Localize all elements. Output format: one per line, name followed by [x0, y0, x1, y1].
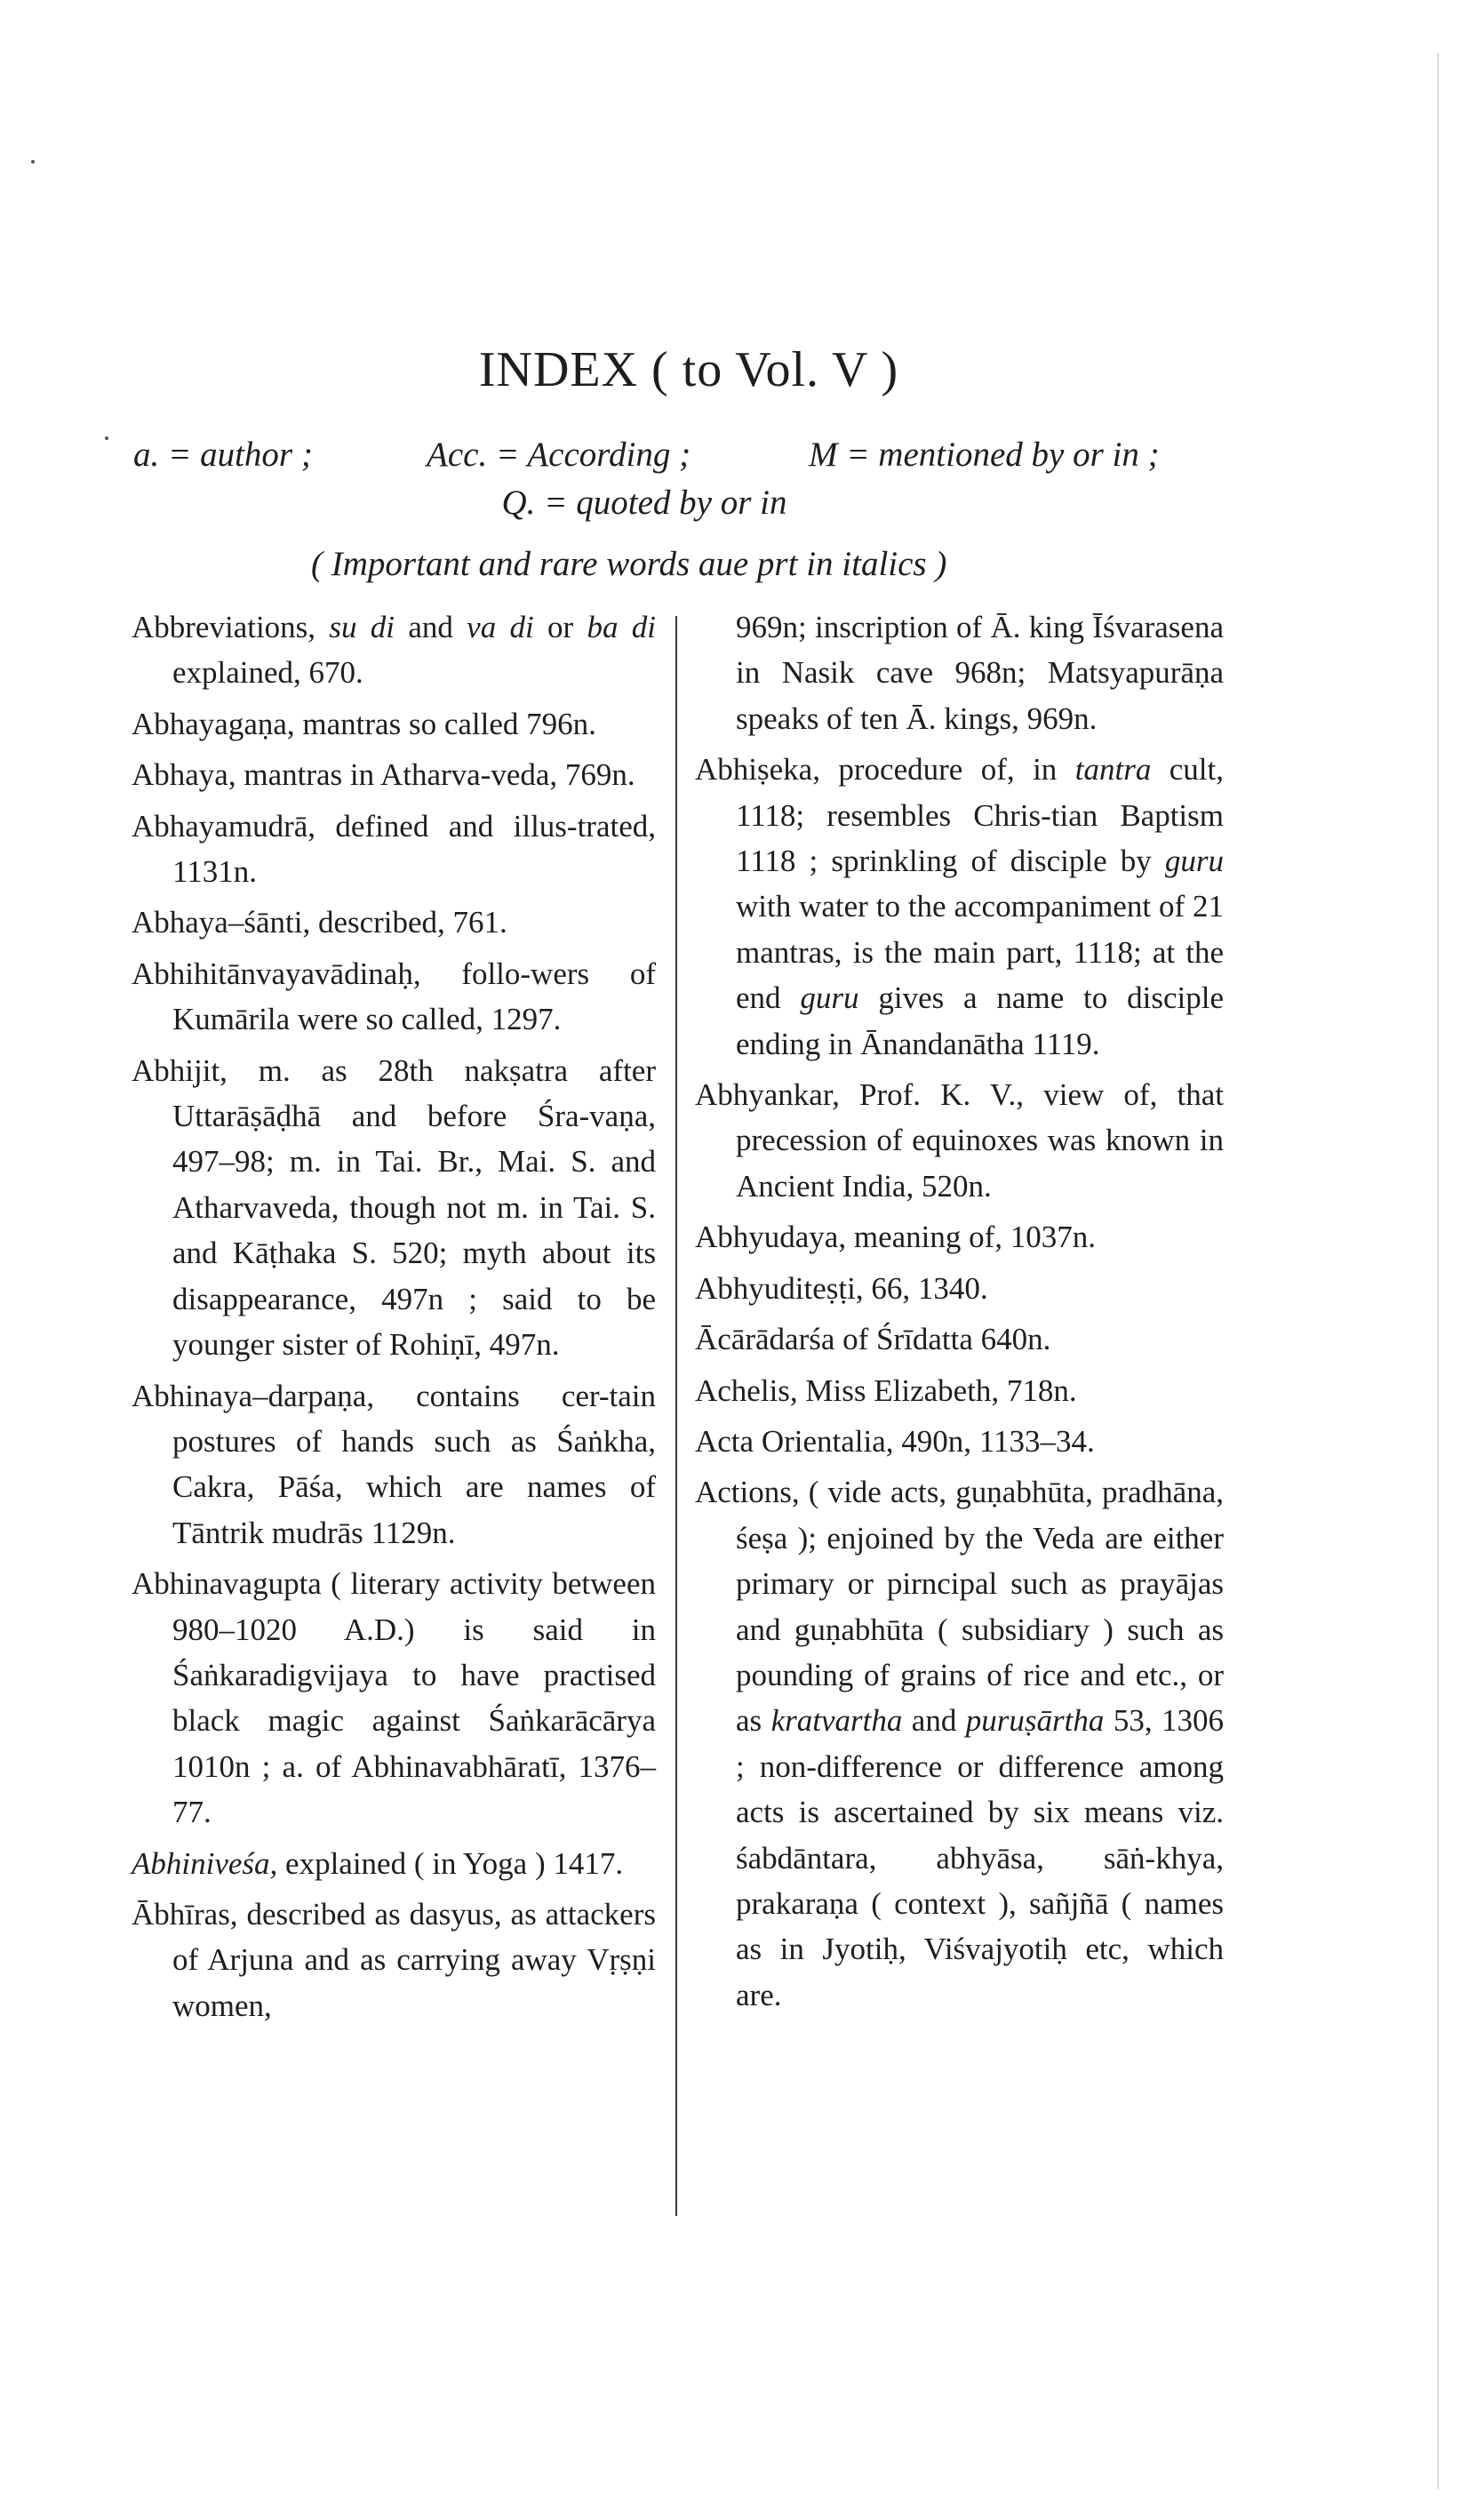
index-entry	[695, 1419, 1224, 1464]
index-entry-body: Miss Elizabeth, 718n.	[797, 1372, 1077, 1408]
page-title: INDEX ( to Vol. V )	[478, 342, 899, 397]
index-entry-body: follo-wers of Kumārila were so called, 1297.	[172, 956, 656, 1037]
index-entry-term: Abhiṣeka,	[695, 752, 820, 788]
index-entry-term: Achelis,	[695, 1372, 798, 1408]
legend-according: Acc. = According ;	[427, 436, 691, 474]
index-entry-body: m. as 28th nakṣatra after Uttarāṣāḍhā and before Śra-vaṇa, 497–98; m. in Tai. Br., Mai. S. and Atharvaveda, though not m. in Tai. S. and Kāṭhaka S. 520; myth about its disappearance, 497n ; said to be younger sister of Rohiṇī, 497n.	[172, 1052, 656, 1363]
index-entry-term: Abhyankar,	[695, 1077, 840, 1113]
index-column-right	[695, 604, 1224, 2023]
index-entry-body: contains cer-tain postures of hands such as Śaṅkha, Cakra, Pāśa, which are names of Tāntrik mudrās 1129n.	[172, 1378, 656, 1550]
legend-mentioned: M = mentioned by or in ;	[809, 436, 1160, 474]
index-entry-body: mantras so called 796n.	[294, 706, 596, 741]
index-entry-term: Abhihitānvayavādinaḥ,	[132, 956, 421, 991]
index-entry-body: procedure of, in tantra cult, 1118; resembles Chris-tian Baptism 1118 ; sprinkling of disciple by guru with water to the accompaniment of 21 mantras, is the main part, 1118; at the end guru gives a name to disciple ending in Ānandanātha 1119.	[736, 752, 1224, 1061]
index-entry	[132, 1561, 656, 1835]
index-entry-term: Abhaya–śānti,	[132, 905, 311, 940]
index-entry-body: su di and va di or ba di explained, 670.	[172, 610, 657, 691]
index-entry-body: defined and illus-trated, 1131n.	[172, 808, 656, 890]
column-divider	[675, 616, 677, 2216]
index-entry-body: 66, 1340.	[863, 1270, 988, 1306]
legend-author: a. = author ;	[133, 436, 313, 474]
index-entry	[132, 604, 656, 696]
index-entry-body: 969n; inscription of Ā. king Īśvarasena in Nasik cave 968n; Matsyapurāṇa speaks of ten Ā. kings, 969n.	[736, 610, 1224, 736]
index-entry-term: Abbreviations,	[132, 610, 316, 644]
index-entry	[695, 1368, 1224, 1413]
index-entry	[695, 1469, 1224, 2018]
index-entry	[695, 1214, 1224, 1260]
index-entry-body: of Śrīdatta 640n.	[834, 1322, 1051, 1357]
index-entry	[132, 804, 656, 895]
scan-speck	[31, 160, 35, 164]
index-entry	[132, 1841, 656, 1886]
index-entry-term: Abhijit,	[132, 1052, 228, 1088]
legend-italics-note: ( Important and rare words aue prt in italics )	[311, 545, 947, 583]
index-entry-body: Prof. K. V., view of, that precession of equinoxes was known in Ancient India, 520n.	[736, 1077, 1224, 1204]
index-entry-body: meaning of, 1037n.	[846, 1220, 1097, 1255]
index-entry-term: Ācārādarśa	[695, 1322, 835, 1357]
index-entry-term: Abhinavagupta	[132, 1566, 322, 1602]
index-entry-term: Abhaya,	[132, 757, 236, 793]
index-entry-term: Abhyudaya,	[695, 1220, 847, 1255]
page-edge-line	[1437, 53, 1439, 2489]
index-column-left	[132, 604, 656, 2034]
index-entry	[132, 701, 656, 747]
index-entry	[695, 1072, 1224, 1209]
index-entry-term: Ābhīras,	[132, 1896, 238, 1932]
index-entry-body: ( vide acts, guṇabhūta, pradhāna, śeṣa ); enjoined by the Veda are either primary or pirncipal such as prayājas and guṇabhūta ( subsidiary ) such as pounding of grains of rice and etc., or as kratvartha and puruṣārtha 53, 1306 ; non-difference or difference among acts is ascertained by six means viz. śabdāntara, abhyāsa, sāṅ-khya, prakaraṇa ( context ), sañjñā ( names as in Jyotiḥ, Viśvajyotiḥ etc, which are.	[736, 1475, 1224, 2012]
index-entry	[695, 1316, 1224, 1362]
index-entry	[132, 1048, 656, 1368]
index-entry-body: 490n, 1133–34.	[893, 1423, 1095, 1459]
index-entry	[695, 604, 1224, 741]
index-entry-body: described, 761.	[310, 905, 507, 940]
legend-quoted: Q. = quoted by or in	[501, 484, 787, 522]
index-entry	[132, 900, 656, 945]
legend-abbreviations	[133, 430, 1289, 480]
index-entry-term: Abhyuditeṣṭi,	[695, 1270, 864, 1306]
index-entry-term: Abhinaya–darpaṇa,	[132, 1378, 375, 1413]
index-entry-term: Abhayagaṇa,	[132, 706, 295, 741]
index-entry	[695, 1266, 1224, 1311]
index-entry-term: Acta Orientalia,	[695, 1423, 894, 1459]
scan-speck	[105, 436, 108, 440]
index-entry	[132, 752, 656, 797]
index-entry-body: ( literary activity between 980–1020 A.D.) is said in Śaṅkaradigvijaya to have practised black magic against Śaṅkarācārya 1010n ; a. of Abhinavabhāratī, 1376–77.	[172, 1566, 656, 1830]
index-entry	[132, 1373, 656, 1556]
index-entry-body: Abhiniveśa, explained ( in Yoga ) 1417.	[132, 1845, 624, 1881]
index-entry-term: Abhayamudrā,	[132, 808, 316, 844]
index-entry	[132, 1892, 656, 2028]
index-entry-term: Actions,	[695, 1475, 800, 1510]
index-entry	[695, 747, 1224, 1067]
index-entry-body: mantras in Atharva-veda, 769n.	[236, 757, 635, 793]
index-entry-body: described as dasyus, as attackers of Arjuna and as carrying away Vṛṣṇi women,	[172, 1896, 656, 2023]
index-entry	[132, 951, 656, 1043]
